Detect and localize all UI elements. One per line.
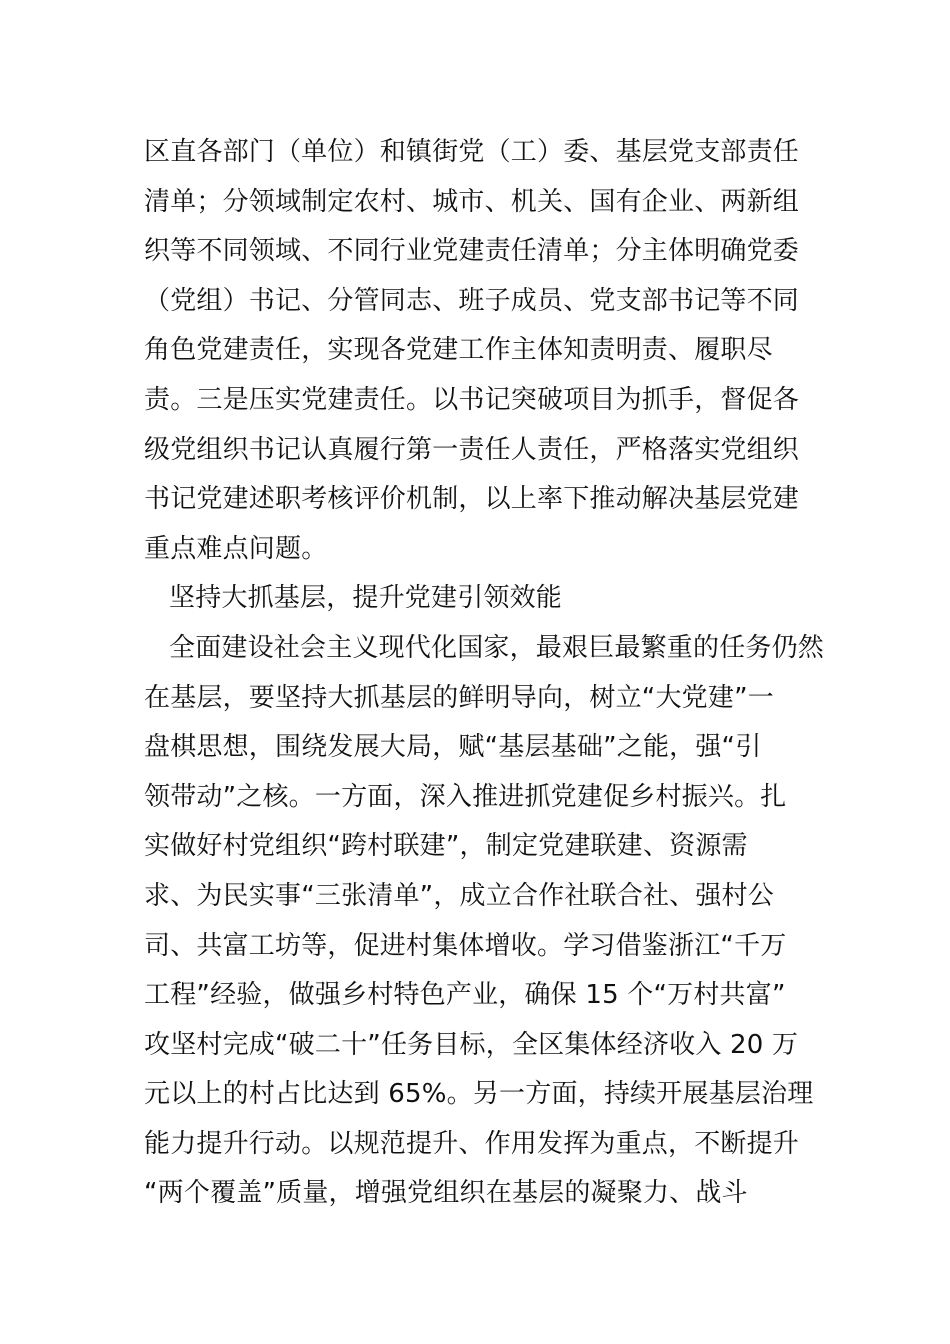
text-line: （党组）书记、分管同志、班子成员、党支部书记等不同 [144,285,800,316]
text-line: 清单；分领域制定农村、城市、机关、国有企业、两新组 [144,186,800,217]
text-line: 在基层，要坚持大抓基层的鲜明导向，树立“大党建”一 [144,682,774,713]
text-line: 求、为民实事“三张清单”，成立合作社联合社、强村公 [144,880,774,911]
text-line: 工程”经验，做强乡村特色产业，确保 15 个“万村共富” [144,980,786,1011]
text-line: 领带动”之核。一方面，深入推进抓党建促乡村振兴。扎 [144,781,787,812]
document-body [144,128,825,1219]
text-line: 元以上的村占比达到 65%。另一方面，持续开展基层治理 [144,1079,814,1110]
text-line: 织等不同领域、不同行业党建责任清单；分主体明确党委 [144,236,800,267]
text-line: 能力提升行动。以规范提升、作用发挥为重点，不断提升 [144,1128,800,1159]
text-line: 实做好村党组织“跨村联建”，制定党建联建、资源需 [144,831,748,862]
text-line: 全面建设社会主义现代化国家，最艰巨最繁重的任务仍然 [169,632,825,663]
text-line: 司、共富工坊等，促进村集体增收。学习借鉴浙江“千万 [144,930,787,961]
text-line: 级党组织书记认真履行第一责任人责任，严格落实党组织 [144,434,800,465]
text-line: 书记党建述职考核评价机制，以上率下推动解决基层党建 [144,484,800,515]
text-line: 攻坚村完成“破二十”任务目标，全区集体经济收入 20 万 [144,1029,799,1060]
text-line: “两个覆盖”质量，增强党组织在基层的凝聚力、战斗 [144,1178,748,1209]
text-line: 角色党建责任，实现各党建工作主体知责明责、履职尽 [144,335,773,366]
text-line: 责。三是压实党建责任。以书记突破项目为抓手，督促各 [144,384,800,415]
section-heading: 坚持大抓基层，提升党建引领效能 [169,583,563,614]
text-line: 重点难点问题。 [144,533,328,564]
text-line: 盘棋思想，围绕发展大局，赋“基层基础”之能，强“引 [144,732,762,763]
text-line: 区直各部门（单位）和镇街党（工）委、基层党支部责任 [144,137,800,167]
